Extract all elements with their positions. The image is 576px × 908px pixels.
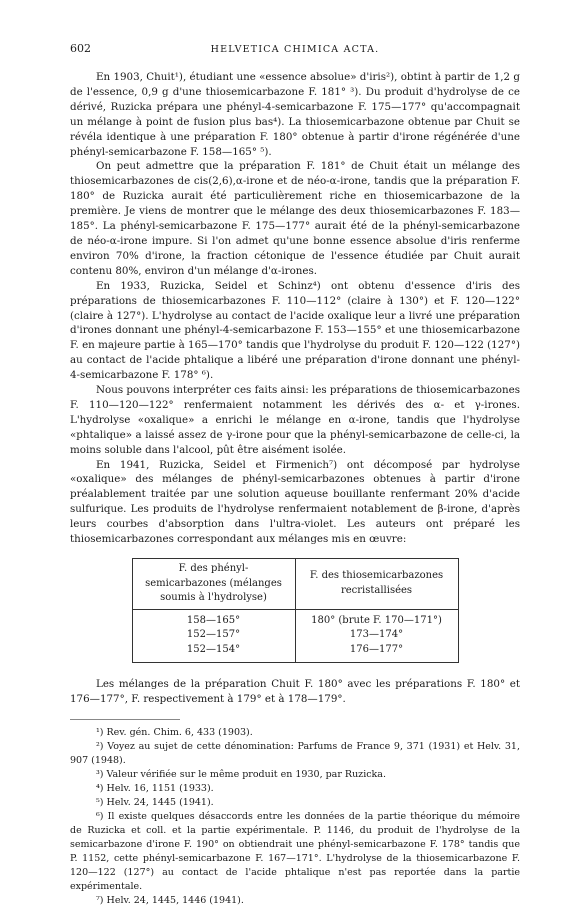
footnote-7: ⁷) Helv. 24, 1445, 1446 (1941). bbox=[96, 894, 244, 906]
table-cell: 180° (brute F. 170—171°) bbox=[311, 614, 442, 626]
paragraph-5: En 1941, Ruzicka, Seidel et Firmenich⁷) ont décomposé par hydrolyse «oxalique» des mélanges de phényl-semicarbazones obtenues à partir d'irone préalablement traitée par une solution aqueuse bouillante renfermant 20% d'acide sulfurique. Les produits de l'hydrolyse renfermaient notablement de β-irone, d'après leurs courbes d'absorption dans l'ultra-violet. Les auteurs ont préparé les thiosemicarbazones correspondant aux mélanges mis en œuvre: bbox=[70, 458, 520, 546]
table-row bbox=[132, 609, 458, 628]
paragraph-1: En 1903, Chuit¹), étudiant une «essence absolue» d'iris²), obtint à partir de 1,2 g de l'essence, 0,9 g d'une thiosemicarbazone F. 181° ³). Du produit d'hydrolyse de ce dérivé, Ruzicka prépara une phényl-4-semicarbazone F. 175—177° qu'accompagnait un mélange à point de fusion plus bas⁴). La thiosemicarbazone obtenue par Chuit se révéla identique à une préparation F. 180° obtenue à partir d'irone régénérée d'une phényl-semicarbazone F. 158—165° ⁵). bbox=[70, 71, 520, 158]
melting-point-table bbox=[132, 558, 459, 663]
table-cell: 152—154° bbox=[132, 643, 295, 663]
running-title: HELVETICA CHIMICA ACTA. bbox=[210, 44, 380, 55]
melting-point-table-wrap bbox=[70, 558, 520, 663]
table-header-row bbox=[132, 559, 458, 610]
article-body bbox=[70, 70, 520, 908]
table-cell: 152—157° bbox=[132, 628, 295, 643]
table-header-thiosemicarbazones: F. des thiosemicarbazones recristallisées bbox=[295, 559, 458, 610]
table-row bbox=[132, 643, 458, 663]
footnote-divider bbox=[70, 719, 180, 720]
paragraph-2: On peut admettre que la préparation F. 181° de Chuit était un mélange des thiosemicarbazones de cis(2,6),α-irone et de néo-α-irone, tandis que la préparation F. 180° de Ruzicka aurait été particulièrement riche en thiosemicarbazone de la première. Je viens de montrer que le mélange des deux thiosemicarbazones F. 183—185°. La phényl-semicarbazone F. 175—177° aurait été de la phényl-semicarbazone de néo-α-irone impure. Si l'on admet qu'une bonne essence absolue d'iris renferme environ 70% d'irone, la fraction cétonique de l'essence étudiée par Chuit aurait contenu 80%, environ d'un mélange d'α-irones. bbox=[70, 160, 520, 277]
page-header bbox=[70, 42, 520, 58]
table-cell: 176—177° bbox=[349, 643, 404, 655]
footnote-5: ⁵) Helv. 24, 1445 (1941). bbox=[96, 796, 214, 808]
footnote-4: ⁴) Helv. 16, 1151 (1933). bbox=[96, 782, 214, 794]
footnote-2: ²) Voyez au sujet de cette dénomination: Parfums de France 9, 371 (1931) et Helv. 31, 907 (1948). bbox=[70, 740, 520, 766]
table-header-phenyl-semicarbazones: F. des phényl-semicarbazones (mélanges soumis à l'hydrolyse) bbox=[132, 559, 295, 610]
table-row bbox=[132, 628, 458, 643]
footnote-6: ⁶) Il existe quelques désaccords entre les données de la partie théorique du mémoire de Ruzicka et coll. et la partie expérimentale. P. 1146, du produit de l'hydrolyse de la semicarbazone d'irone F. 190° on obtiendrait une phényl-semicarbazone F. 178° tandis que P. 1152, cette phényl-semicarbazone F. 167—171°. L'hydrolyse de la thiosemicarbazone F. 120—122 (127°) au contact de l'acide phtalique n'est pas reportée dans la partie expérimentale. bbox=[70, 810, 520, 892]
paragraph-4: Nous pouvons interpréter ces faits ainsi: les préparations de thiosemicarbazones F. 110—120—122° renfermaient notamment les dérivés des α- et γ-irones. L'hydrolyse «oxalique» a enrichi le mélange en α-irone, tandis que l'hydrolyse «phtalique» a laissé assez de γ-irone pour que la phényl-semicarbazone de celle-ci, la moins soluble dans l'alcool, pût être aisément isolée. bbox=[70, 384, 520, 456]
paragraph-3: En 1933, Ruzicka, Seidel et Schinz⁴) ont obtenu d'essence d'iris des préparations de thiosemicarbazones F. 110—112° (claire à 130°) et F. 120—122° (claire à 127°). L'hydrolyse au contact de l'acide oxalique leur a livré une préparation d'irones donnant une phényl-4-semicarbazone F. 153—155° et une thiosemicarbazone F. en majeure partie à 165—170° tandis que l'hydrolyse du produit F. 120—122 (127°) au contact de l'acide phtalique a libéré une préparation d'irone donnant une phényl-4-semicarbazone F. 178° ⁶). bbox=[70, 279, 521, 382]
footnotes bbox=[70, 726, 520, 908]
footnote-1: ¹) Rev. gén. Chim. 6, 433 (1903). bbox=[96, 726, 253, 738]
table-cell: 173—174° bbox=[349, 629, 404, 640]
footnote-3: ³) Valeur vérifiée sur le même produit en 1930, par Ruzicka. bbox=[96, 768, 386, 780]
paragraph-after-table: Les mélanges de la préparation Chuit F. 180° avec les préparations F. 180° et 176—177°, F. respectivement à 179° et à 178—179°. bbox=[70, 678, 520, 705]
page-number: 602 bbox=[70, 42, 91, 55]
table-cell: 158—165° bbox=[132, 609, 295, 628]
